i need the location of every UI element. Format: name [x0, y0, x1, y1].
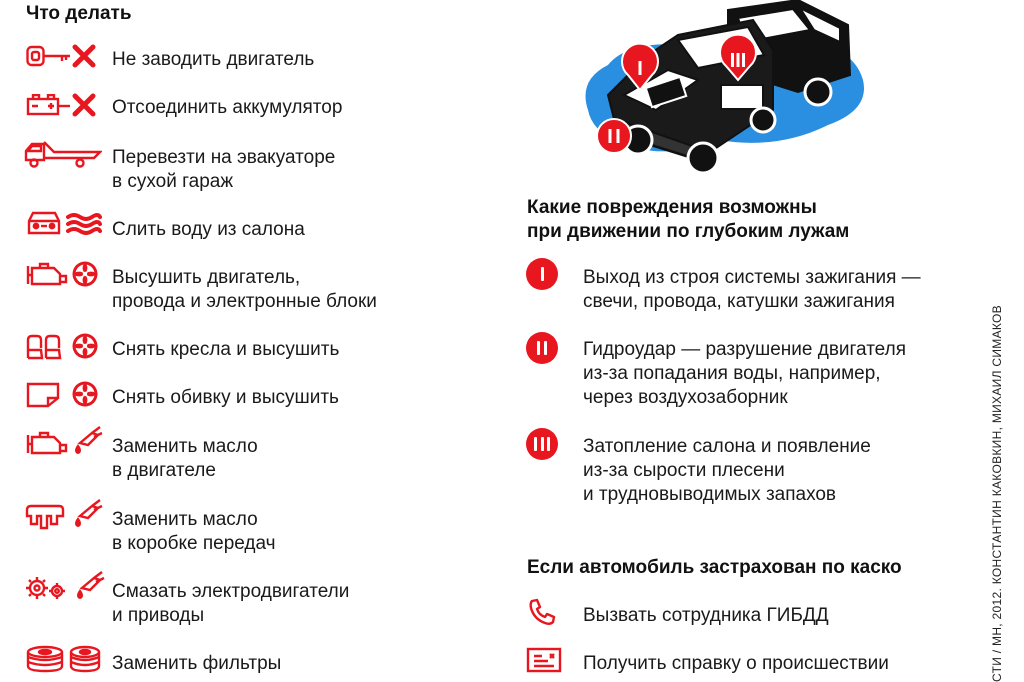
insurance-item-text: Получить справку о происшествии	[583, 653, 889, 674]
engine-icon	[26, 262, 68, 288]
document-icon	[526, 647, 562, 673]
flooded-car-illustration	[578, 0, 868, 175]
damage-heading: Какие повреждения возможны	[527, 197, 817, 218]
list-item-text-line2: и приводы	[112, 605, 205, 626]
cross-icon	[72, 93, 96, 117]
damage-item-text: Выход из строя системы зажигания —	[583, 267, 921, 288]
gears-icon	[25, 574, 69, 602]
fan-icon	[72, 381, 98, 407]
damage-item-text: через воздухозаборник	[583, 387, 788, 408]
insurance-item-text: Вызвать сотрудника ГИБДД	[583, 605, 829, 626]
gearbox-icon	[25, 504, 65, 530]
damage-item-text: из-за сырости плесени	[583, 460, 785, 481]
phone-icon	[528, 598, 556, 626]
damage-item-text: свечи, провода, катушки зажигания	[583, 291, 895, 312]
list-item-text: Слить воду из салона	[112, 219, 305, 240]
key-icon	[26, 45, 72, 67]
list-item-text: Смазать электродвигатели	[112, 581, 350, 602]
cross-icon	[72, 44, 96, 68]
fan-icon	[72, 261, 98, 287]
numeral-badge-I	[526, 258, 558, 290]
car-front-icon	[25, 211, 63, 237]
oil-can-icon	[70, 498, 104, 530]
list-item-text: Заменить масло	[112, 509, 258, 530]
water-waves-icon	[66, 212, 102, 236]
oil-can-icon	[72, 570, 106, 602]
list-item-text-line2: в двигателе	[112, 460, 216, 481]
list-item-text: Заменить масло	[112, 436, 258, 457]
damage-item-text: Затопление салона и появление	[583, 436, 871, 457]
list-item-text: Отсоединить аккумулятор	[112, 97, 343, 118]
damage-item-text: Гидроудар — разрушение двигателя	[583, 339, 906, 360]
filter-icon	[68, 645, 102, 673]
credit-line: СТИ / МН, 2012. КОНСТАНТИН КАКОВКИН, МИХАИЛ СИМАКОВ	[990, 305, 1004, 682]
numeral-badge-II	[526, 332, 558, 364]
list-item-text: Заменить фильтры	[112, 653, 282, 674]
oil-can-icon	[70, 425, 104, 457]
what-to-do-heading: Что делать	[26, 3, 132, 24]
filter-icon	[25, 645, 65, 673]
list-item-text: Перевезти на эвакуаторе	[112, 147, 336, 168]
list-item-text-line2: провода и электронные блоки	[112, 291, 377, 312]
insurance-heading: Если автомобиль застрахован по каско	[527, 557, 902, 578]
damage-item-text: из-за попадания воды, например,	[583, 363, 881, 384]
list-item-text-line2: в сухой гараж	[112, 171, 234, 192]
damage-item-text: и трудновыводимых запахов	[583, 484, 837, 505]
list-item-text: Высушить двигатель,	[112, 267, 301, 288]
upholstery-icon	[26, 382, 60, 408]
fan-icon	[72, 333, 98, 359]
damage-heading-line2: при движении по глубоким лужам	[527, 221, 850, 242]
marker-II	[597, 119, 631, 153]
tow-truck-icon	[24, 140, 102, 168]
list-item-text: Не заводить двигатель	[112, 49, 315, 70]
battery-icon	[26, 94, 70, 116]
numeral-badge-III	[526, 428, 558, 460]
list-item-text: Снять обивку и высушить	[112, 387, 339, 408]
engine-icon	[26, 431, 68, 457]
seats-icon	[25, 334, 63, 360]
list-item-text: Снять кресла и высушить	[112, 339, 340, 360]
list-item-text-line2: в коробке передач	[112, 533, 276, 554]
